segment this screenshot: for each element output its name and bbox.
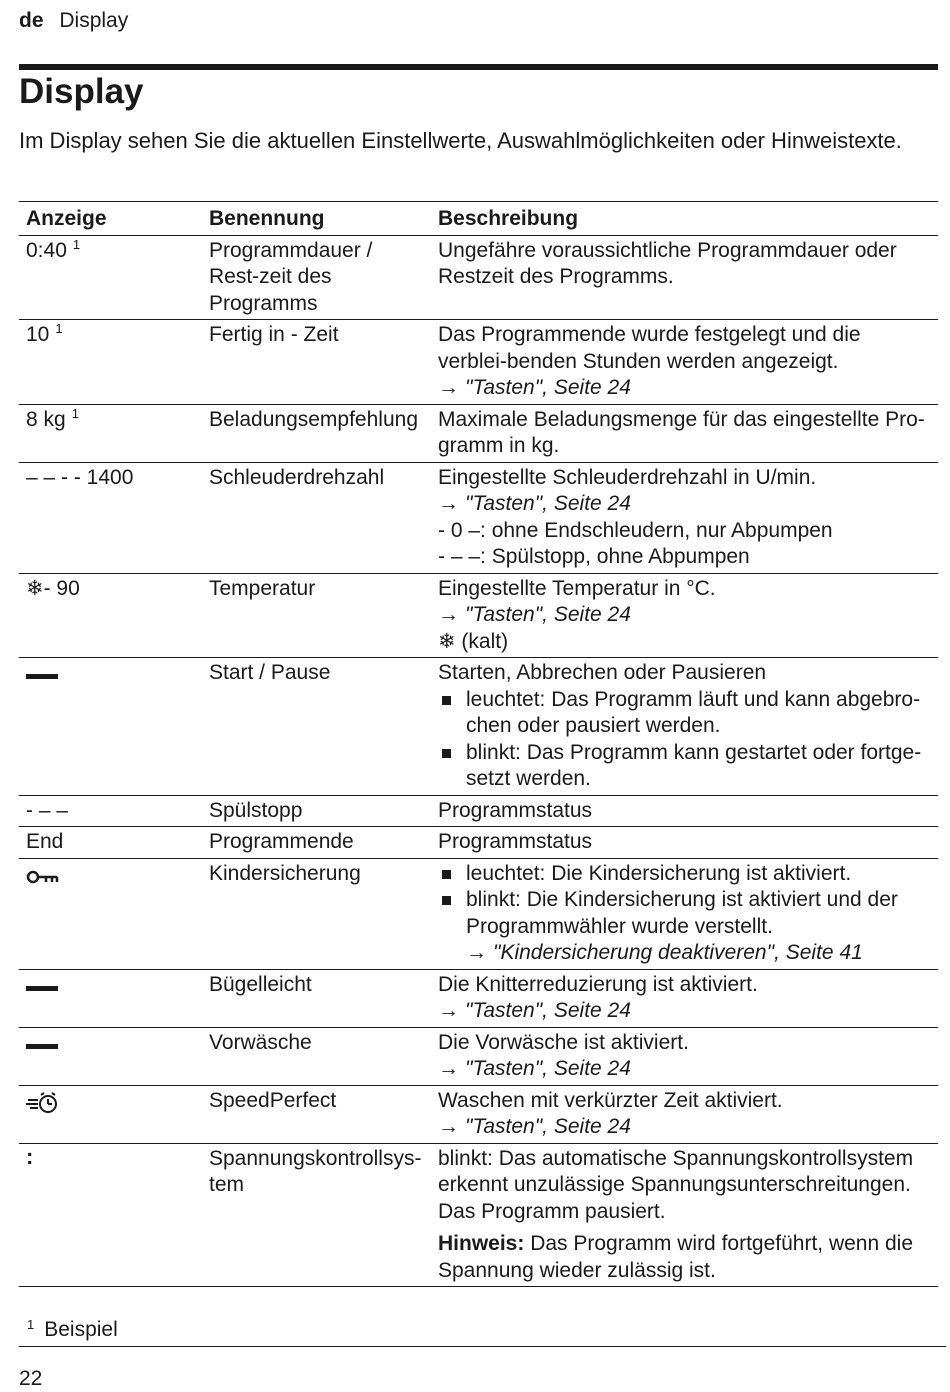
page-number: 22	[19, 1367, 43, 1390]
row-name: Kindersicherung	[209, 861, 361, 885]
footnote-marker: 1	[72, 236, 81, 252]
ref-text: "Tasten", Seite 24	[465, 376, 631, 399]
spin-option-line: - – –: Spülstopp, ohne Abpumpen	[438, 545, 750, 568]
display-value: 10	[26, 323, 50, 346]
cross-reference-link[interactable]	[438, 491, 932, 518]
page-title: Display	[19, 72, 144, 111]
row-description: blinkt: Das automatische Spannungskontrollsystem erkennt unzulässige Spannungsunterschreitungen. Das Programm pausiert.	[438, 1146, 914, 1223]
spin-option-line: - 0 –: ohne Endschleudern, nur Abpumpen	[438, 518, 833, 542]
col-header-benennung: Benennung	[202, 202, 431, 236]
cold-note: ❄ (kalt)	[438, 629, 509, 653]
display-value: End	[26, 830, 64, 853]
list-item: blinkt: Die Kindersicherung ist aktiviert und der Programmwähler wurde verstellt.	[438, 887, 932, 940]
bar-icon	[26, 674, 58, 679]
table-row	[19, 1143, 938, 1287]
row-name: SpeedPerfect	[209, 1088, 337, 1112]
col-header-beschreibung: Beschreibung	[431, 202, 938, 236]
row-description: Programmstatus	[438, 798, 593, 822]
arrow-right-icon: →	[438, 1057, 459, 1080]
table-row	[19, 658, 938, 796]
display-value: - – –	[26, 798, 69, 822]
bullet-list	[438, 687, 932, 793]
cross-reference-link[interactable]	[438, 940, 932, 967]
table-row	[19, 827, 938, 859]
row-name: Bügelleicht	[209, 972, 312, 996]
row-description: Das Programmende wurde festgelegt und die verblei-benden Stunden werden angezeigt.	[438, 323, 861, 373]
row-name: Spannungskontrollsys-tem	[209, 1146, 422, 1196]
arrow-right-icon: →	[466, 941, 487, 964]
row-description: Eingestellte Temperatur in °C.	[438, 576, 716, 600]
top-rule	[19, 64, 938, 70]
intro-text: Im Display sehen Sie die aktuellen Einstellwerte, Auswahlmöglichkeiten oder Hinweistexte.	[19, 128, 902, 153]
arrow-right-icon: →	[438, 492, 459, 515]
bar-icon	[26, 986, 58, 991]
table-row	[19, 404, 938, 462]
table-row	[19, 858, 938, 969]
row-name: Schleuderdrehzahl	[209, 465, 385, 489]
cross-reference-link[interactable]	[438, 375, 932, 402]
display-value: 0:40	[26, 238, 67, 262]
footnote-marker: 1	[55, 321, 63, 336]
ref-text: "Tasten", Seite 24	[465, 603, 631, 626]
display-value: – – - - 1400	[26, 465, 134, 489]
ref-text: "Tasten", Seite 24	[465, 1057, 631, 1080]
hint-note	[438, 1231, 932, 1284]
row-description: Die Vorwäsche ist aktiviert.	[438, 1030, 689, 1054]
footnote	[19, 1312, 946, 1347]
row-name: Temperatur	[209, 576, 316, 600]
cross-reference-link[interactable]	[438, 998, 932, 1025]
row-description: Programmstatus	[438, 830, 593, 853]
display-value: 8 kg	[26, 407, 66, 431]
row-name: Beladungsempfehlung	[209, 407, 418, 431]
bar-icon	[26, 1044, 58, 1049]
table-row	[19, 235, 938, 320]
bullet-list	[438, 861, 932, 941]
hint-label: Hinweis:	[438, 1232, 525, 1255]
row-name: Spülstopp	[209, 798, 303, 822]
arrow-right-icon: →	[438, 999, 459, 1022]
row-description: Starten, Abbrechen oder Pausieren	[438, 661, 767, 684]
row-description: Waschen mit verkürzter Zeit aktiviert.	[438, 1088, 783, 1112]
row-name: Programmende	[209, 830, 354, 853]
row-name: Start / Pause	[209, 661, 331, 684]
table-row	[19, 573, 938, 658]
footnote-text: Beispiel	[44, 1318, 118, 1341]
list-item: blinkt: Das Programm kann gestartet oder fortge-setzt werden.	[438, 740, 932, 793]
table-row	[19, 462, 938, 573]
footnote-marker: 1	[71, 405, 79, 421]
running-header	[19, 9, 128, 33]
display-table	[19, 201, 938, 1287]
ref-text: "Tasten", Seite 24	[465, 999, 631, 1022]
row-name: Fertig in - Zeit	[209, 323, 339, 346]
footnote-marker: 1	[27, 1317, 35, 1332]
table-row	[19, 1085, 938, 1143]
cross-reference-link[interactable]	[438, 1056, 932, 1083]
ref-text: "Tasten", Seite 24	[465, 492, 631, 515]
table-header-row	[19, 202, 938, 236]
list-item: leuchtet: Die Kindersicherung ist aktiviert.	[438, 861, 932, 888]
arrow-right-icon: →	[438, 603, 459, 626]
display-value: :	[26, 1143, 34, 1169]
row-description: Eingestellte Schleuderdrehzahl in U/min.	[438, 465, 817, 489]
arrow-right-icon: →	[438, 376, 459, 399]
ref-text: "Tasten", Seite 24	[465, 1115, 631, 1138]
row-name: Programmdauer / Rest-zeit des Programms	[209, 238, 373, 315]
list-item: leuchtet: Das Programm läuft und kann abgebro-chen oder pausiert werden.	[438, 687, 932, 740]
table-row	[19, 320, 938, 405]
row-name: Vorwäsche	[209, 1030, 312, 1054]
table-row	[19, 969, 938, 1027]
cross-reference-link[interactable]	[438, 1114, 932, 1141]
table-row	[19, 1027, 938, 1085]
hint-text: Das Programm wird fortgeführt, wenn die Spannung wieder zulässig ist.	[438, 1232, 914, 1282]
row-description: Die Knitterreduzierung ist aktiviert.	[438, 972, 758, 996]
key-icon	[26, 867, 60, 887]
col-header-anzeige: Anzeige	[19, 202, 202, 236]
table-row	[19, 795, 938, 827]
header-section: Display	[59, 9, 129, 32]
arrow-right-icon: →	[438, 1115, 459, 1138]
language-code: de	[19, 9, 44, 32]
ref-text: "Kindersicherung deaktiveren", Seite 41	[493, 941, 863, 964]
row-description: Ungefähre voraussichtliche Programmdauer oder Restzeit des Programms.	[438, 238, 897, 288]
speed-clock-icon	[26, 1092, 60, 1114]
cross-reference-link[interactable]	[438, 602, 932, 629]
row-description: Maximale Beladungsmenge für das eingestellte Pro-gramm in kg.	[438, 407, 925, 457]
display-value: ❄- 90	[26, 576, 80, 600]
